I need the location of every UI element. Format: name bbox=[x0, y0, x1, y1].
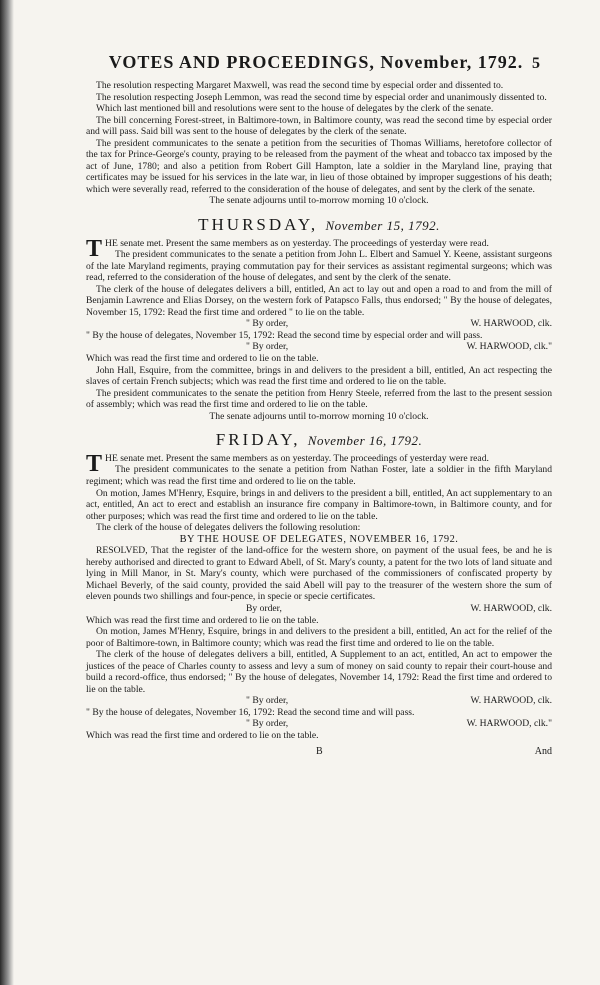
signature-mark: B bbox=[316, 745, 323, 757]
opening-text: HE senate met. Present the same members as on yesterday. The proceedings of yesterday were read. bbox=[105, 237, 489, 249]
catchword: And bbox=[534, 745, 552, 757]
order-signature bbox=[86, 718, 552, 730]
drop-cap: T bbox=[86, 450, 103, 477]
paragraph: Which was read the first time and ordered to lie on the table. bbox=[86, 729, 319, 741]
paragraph: The clerk of the house of delegates delivers the following resolution: bbox=[96, 522, 361, 534]
opening-paragraph bbox=[86, 235, 552, 262]
day-heading bbox=[86, 215, 552, 235]
section-friday bbox=[86, 430, 553, 741]
opening-text: HE senate met. Present the same members as on yesterday. The proceedings of yesterday were read. bbox=[105, 452, 489, 464]
clerk-name: W. HARWOOD, clk. bbox=[470, 602, 552, 614]
order-label: " By order, bbox=[246, 695, 289, 707]
resolution-heading: BY THE HOUSE OF DELEGATES, NOVEMBER 16, 1792. bbox=[179, 533, 459, 545]
resolution-text: RESOLVED, That the register of the land-office for the western shore, on payment of the usual fees, be and he is hereby authorised and directed to grant to Edward Abell, of St. Mary's county, a patent for the two lots of land situate and lying in Mill Manor, in St. Mary's county, which were purchased of the commissioners of confiscated property by Michael Beverly, of the said county, provided the said Abell will pay to the treasurer of the western shore the sum of eleven pounds two shillings and four-pence, in specie or specie certificates. bbox=[86, 545, 553, 603]
paragraph: On motion, James M'Henry, Esquire, brings in and delivers to the president a bill, entitled, An act supplementary to an act, entitled, An act to erect and establish an insurance fire company in Baltimore-town, in Baltimore county, and for other purposes; which was read the first time and ordered to lie on the table. bbox=[86, 487, 552, 522]
paragraph: The president communicates to the senate a petition from the securities of Thomas Williams, heretofore collector of the tax for Prince-George's county, praying to be released from the payment of the wheat and tobacco tax imposed by the act of June, 1780; and also a petition from Robert Gill Hampton, late a soldier in the Maryland line, praying that certificates may be issued for his services in the late war, in lieu of those obtained by improper suggestions of his death; which were severally read, referred to the consideration of the house of delegates, and sent by the clerk of the senate. bbox=[86, 137, 552, 195]
clerk-name: W. HARWOOD, clk. bbox=[470, 318, 552, 330]
adjournment-line: The senate adjourns until to-morrow morning 10 o'clock. bbox=[209, 410, 429, 422]
order-signature bbox=[86, 318, 552, 330]
order-label: " By order, bbox=[246, 341, 289, 353]
clerk-name: W. HARWOOD, clk. bbox=[470, 695, 552, 707]
paragraph: The bill concerning Forest-street, in Baltimore-town, in Baltimore county, was read the second time by especial order and will pass. Said bill was sent to the house of delegates by the clerk of the senate. bbox=[86, 114, 552, 138]
day-name: FRIDAY, bbox=[215, 430, 301, 450]
section-nov-14 bbox=[86, 80, 552, 207]
paragraph: Which was read the first time and ordered to lie on the table. bbox=[86, 614, 319, 626]
paragraph: The president communicates to the senate a petition from Nathan Foster, late a soldier in the fifth Maryland regiment; which was read the first time and ordered to lie on the table. bbox=[86, 464, 552, 487]
day-name: THURSDAY, bbox=[198, 215, 319, 235]
paragraph: Which was read the first time and ordered to lie on the table. bbox=[86, 353, 319, 365]
day-date: November 15, 1792. bbox=[325, 218, 440, 234]
paragraph: The clerk of the house of delegates delivers a bill, entitled, A Supplement to an act, entitled, An act to empower the justices of the peace of Charles county to assess and levy a sum of money on said county to repair their court-house and build a record-office, thus endorsed; " By the house of delegates, November 14, 1792: Read the first time and ordered to lie on the table. bbox=[86, 649, 552, 695]
day-date: November 16, 1792. bbox=[307, 433, 423, 449]
page-body bbox=[86, 80, 552, 985]
order-label: By order, bbox=[246, 602, 282, 614]
clerk-name: W. HARWOOD, clk." bbox=[466, 341, 552, 353]
paragraph: John Hall, Esquire, from the committee, brings in and delivers to the president a bill, entitled, An act respecting the slaves of certain French subjects; which was read the first time and ordered to lie on the table. bbox=[86, 364, 552, 388]
drop-cap: T bbox=[86, 235, 103, 262]
paragraph: The resolution respecting Margaret Maxwell, was read the second time by especial order and dissented to. bbox=[96, 80, 504, 91]
paragraph: The president communicates to the senate the petition from Henry Steele, referred from the last to the present session of assembly; which was read the first time and ordered to lie on the table. bbox=[86, 387, 552, 411]
paragraph: The resolution respecting Joseph Lemmon, was read the second time by especial order and unanimously dissented to. bbox=[96, 91, 547, 103]
order-signature bbox=[86, 603, 552, 615]
order-signature bbox=[86, 695, 552, 707]
order-label: " By order, bbox=[246, 718, 289, 730]
paragraph: " By the house of delegates, November 15, 1792: Read the second time by especial order and will pass. bbox=[86, 329, 483, 341]
day-heading bbox=[86, 430, 552, 450]
clerk-name: W. HARWOOD, clk." bbox=[466, 718, 552, 730]
paragraph: On motion, James M'Henry, Esquire, brings in and delivers to the president a bill, entitled, An act for the relief of the poor of Baltimore-town, in Baltimore county; which was read the first time and ordered to lie on the table. bbox=[86, 626, 552, 649]
order-signature bbox=[86, 341, 552, 353]
page-title: VOTES AND PROCEEDINGS, November, 1792. bbox=[108, 52, 524, 72]
paragraph: The president communicates to the senate a petition from John L. Elbert and Samuel Y. Keene, assistant surgeons of the late Maryland regiments, praying commutation pay for their services as assistant regimental surgeons; which was read, referred to the consideration of the house of delegates, and sent by the clerk of the senate. bbox=[86, 249, 552, 284]
book-spine-shadow bbox=[0, 0, 14, 985]
order-label: " By order, bbox=[246, 318, 289, 330]
page-number: 5 bbox=[532, 55, 540, 72]
paragraph: Which last mentioned bill and resolutions were sent to the house of delegates by the clerk of the senate. bbox=[96, 103, 494, 115]
section-thursday bbox=[86, 215, 552, 422]
paragraph: The clerk of the house of delegates delivers a bill, entitled, An act to lay out and open a road to and from the mill of Benjamin Lawrence and Elias Dorsey, on the western fork of Patapsco Falls, thus endorsed; " By the house of delegates, November 15, 1792: Read the first time and ordered " to lie on the table. bbox=[86, 283, 552, 318]
page-footer bbox=[86, 746, 552, 758]
page-header bbox=[86, 52, 540, 78]
paragraph: " By the house of delegates, November 16, 1792: Read the second time and will pass. bbox=[86, 706, 415, 718]
adjournment-line: The senate adjourns until to-morrow morning 10 o'clock. bbox=[209, 195, 429, 207]
